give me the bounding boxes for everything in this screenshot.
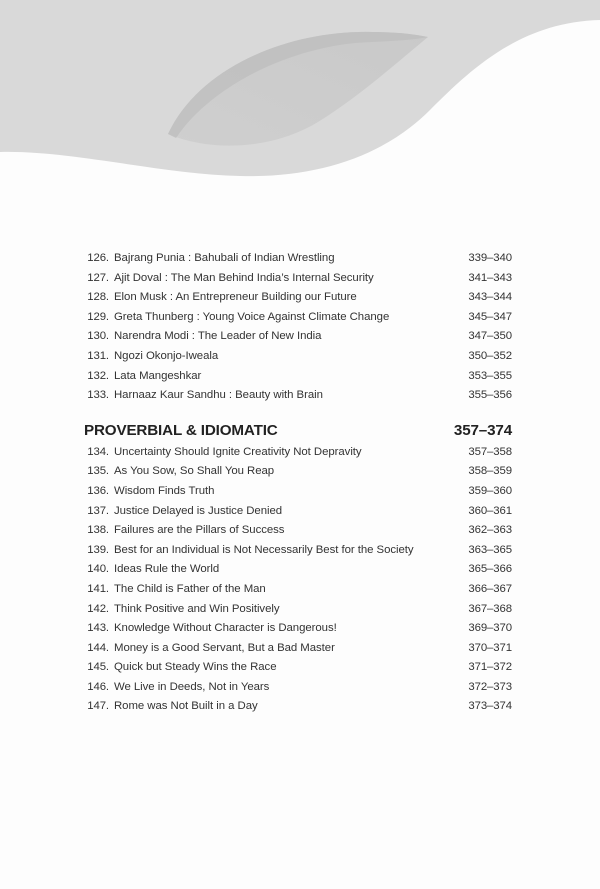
toc-section-heading[interactable] [0,422,600,443]
toc-entry-number: 140. [87,563,109,576]
toc-entry[interactable] [0,330,600,350]
leaf-shape [168,32,428,146]
toc-entry-title: Elon Musk : An Entrepreneur Building our Future [114,291,357,304]
toc-entry-number: 141. [87,582,109,595]
toc-entry-number: 126. [87,252,109,264]
toc-entry-number: 134. [87,445,109,458]
toc-entry-pages: 365–366 [468,563,512,576]
toc-entry-number: 145. [87,661,109,674]
toc-entry-title: Greta Thunberg : Young Voice Against Climate Change [114,310,390,323]
toc-entry-pages: 355–356 [468,389,512,402]
toc-entry-number: 131. [87,349,109,362]
toc-entry-pages: 339–340 [468,252,512,264]
swoosh-header-graphic [0,0,600,200]
toc-entry-number: 138. [87,524,109,537]
toc-entry-pages: 370–371 [468,641,512,654]
toc-entry[interactable] [0,681,600,701]
toc-entry-number: 147. [87,700,109,713]
toc-entry[interactable] [0,311,600,331]
toc-entry-number: 133. [87,389,109,402]
toc-entry[interactable] [0,642,600,662]
toc-entry-title: Bajrang Punia : Bahubali of Indian Wrestling [114,252,335,264]
toc-entry-number: 137. [87,504,109,517]
table-of-contents [0,252,600,720]
toc-entry[interactable] [0,524,600,544]
toc-entry-number: 130. [87,330,109,343]
toc-entry-pages: 367–368 [468,602,512,615]
toc-entry-number: 144. [87,641,109,654]
toc-entry-number: 132. [87,369,109,382]
toc-entry[interactable] [0,603,600,623]
toc-entry-number: 127. [87,271,109,284]
toc-entry[interactable] [0,622,600,642]
toc-entry[interactable] [0,252,600,272]
toc-entry-number: 139. [87,543,109,556]
toc-entry-title: Failures are the Pillars of Success [114,524,285,537]
toc-entry-number: 129. [87,310,109,323]
toc-entry-title: Lata Mangeshkar [114,369,202,382]
toc-entry-pages: 363–365 [468,543,512,556]
toc-entry-pages: 341–343 [468,271,512,284]
toc-entry-pages: 358–359 [468,465,512,478]
toc-entry-title: Knowledge Without Character is Dangerous! [114,622,337,635]
toc-entry-title: As You Sow, So Shall You Reap [114,465,275,478]
toc-entry-title: Ajit Doval : The Man Behind India’s Internal Security [114,271,374,284]
toc-entry-number: 128. [87,291,109,304]
toc-entry[interactable] [0,272,600,292]
toc-entry[interactable] [0,389,600,409]
toc-entry[interactable] [0,291,600,311]
toc-entry-pages: 369–370 [468,622,512,635]
toc-entry-title: Ideas Rule the World [114,563,220,576]
toc-entry[interactable] [0,661,600,681]
toc-entry-title: Uncertainty Should Ignite Creativity Not Depravity [114,445,362,458]
toc-entry[interactable] [0,700,600,720]
toc-entry-title: Money is a Good Servant, But a Bad Master [114,641,335,654]
toc-entry-title: Rome was Not Built in a Day [114,700,258,713]
toc-entry-title: Harnaaz Kaur Sandhu : Beauty with Brain [114,389,323,402]
toc-entry-number: 146. [87,680,109,693]
toc-entry-pages: 360–361 [468,504,512,517]
toc-entry-title: Best for an Individual is Not Necessarily Best for the Society [114,543,414,556]
toc-entry-pages: 353–355 [468,369,512,382]
toc-entry[interactable] [0,465,600,485]
toc-entry-pages: 345–347 [468,310,512,323]
toc-entry-title: Quick but Steady Wins the Race [114,661,277,674]
toc-entry-pages: 343–344 [468,291,512,304]
toc-entry-title: Think Positive and Win Positively [114,602,280,615]
swoosh-band [0,0,600,176]
toc-entry-pages: 350–352 [468,349,512,362]
toc-entry-number: 142. [87,602,109,615]
toc-entry[interactable] [0,446,600,466]
toc-entry[interactable] [0,505,600,525]
toc-entry-title: Wisdom Finds Truth [114,484,215,497]
toc-entry-title: Justice Delayed is Justice Denied [114,504,283,517]
toc-entry[interactable] [0,350,600,370]
toc-entry[interactable] [0,370,600,390]
toc-entry-number: 135. [87,465,109,478]
toc-entry-number: 136. [87,484,109,497]
toc-section-pages: 357–374 [453,421,512,439]
toc-entry-pages: 373–374 [468,700,512,713]
toc-entry-pages: 362–363 [468,524,512,537]
toc-entry-pages: 347–350 [468,330,512,343]
leaf-highlight [168,32,428,138]
toc-entry-title: We Live in Deeds, Not in Years [114,680,270,693]
toc-entry[interactable] [0,583,600,603]
toc-entry-title: The Child is Father of the Man [114,582,266,595]
toc-entry-number: 143. [87,622,109,635]
toc-entry-title: Ngozi Okonjo-Iweala [114,349,219,362]
toc-entry-pages: 357–358 [468,445,512,458]
toc-entry[interactable] [0,544,600,564]
toc-entry-pages: 372–373 [468,680,512,693]
toc-entry-pages: 366–367 [468,582,512,595]
toc-entry[interactable] [0,563,600,583]
toc-entry[interactable] [0,485,600,505]
toc-entry-pages: 371–372 [468,661,512,674]
toc-entry-title: Narendra Modi : The Leader of New India [114,330,322,343]
toc-entry-pages: 359–360 [468,484,512,497]
toc-section-title: PROVERBIAL & IDIOMATIC [84,421,278,439]
